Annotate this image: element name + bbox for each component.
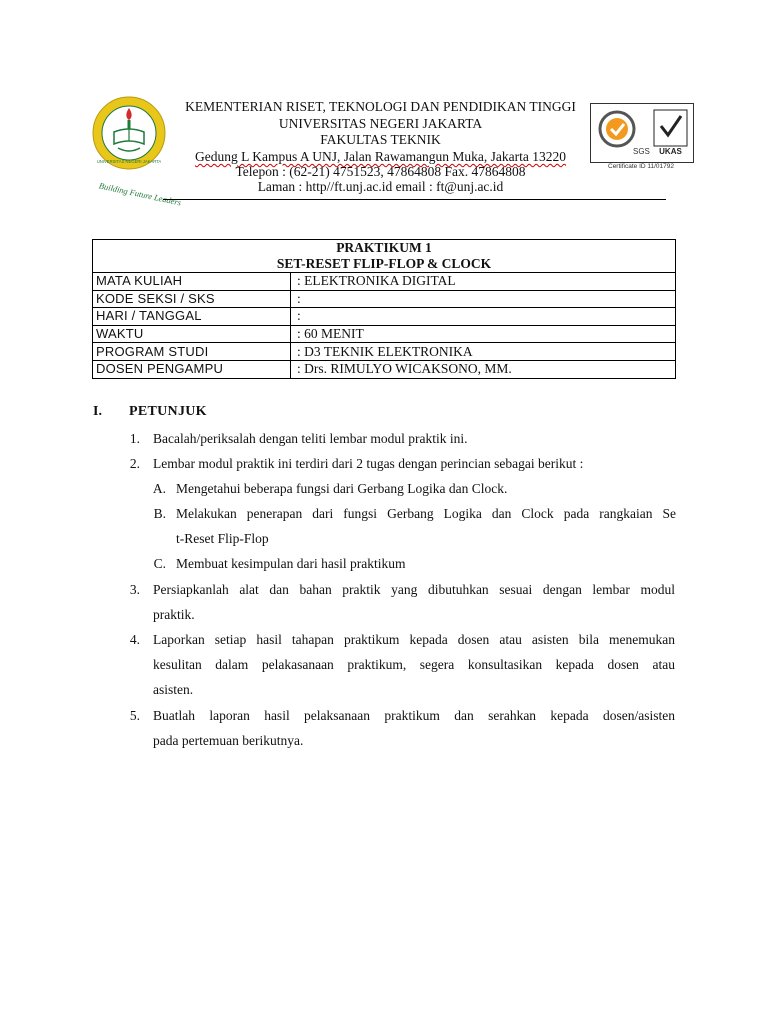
table-row [93,308,676,326]
practicum-subtitle: SET-RESET FLIP-FLOP & CLOCK [276,256,492,271]
row-label: HARI / TANGGAL [93,308,291,326]
item-number: 2. [129,456,140,471]
row-value: : ELEKTRONIKA DIGITAL [291,273,676,291]
list-item: Bacalah/periksalah dengan teliti lembar modul praktik ini. [153,431,468,446]
sub-list-item: Mengetahui beberapa fungsi dari Gerbang Logika dan Clock. [176,481,508,496]
subitem-letter: B. [153,506,166,521]
list-item-continuation: pada pertemuan berikutnya. [153,733,304,748]
table-row [93,290,676,308]
list-item-continuation: praktik. [153,607,195,622]
table-row [93,360,676,378]
logo-text: UNIVERSITAS NEGERI JAKARTA [96,159,162,164]
list-item: Lembar modul praktik ini terdiri dari 2 tugas dengan perincian sebagai berikut : [153,456,584,471]
subitem-letter: C. [153,556,166,571]
row-value: : [291,290,676,308]
item-number: 5. [129,708,140,723]
tagline-text: Building Future Leaders [98,180,183,208]
phone-line: Telepon : (62-21) 4751523, 47864808 Fax. 47864808 [235,164,526,179]
table-row [93,325,676,343]
website-line: Laman : http//ft.unj.ac.id email : ft@unj.ac.id [257,179,504,194]
certification-logos [590,103,694,163]
row-label: WAKTU [93,325,291,343]
item-number: 1. [129,431,140,446]
certificate-id: Certificate ID 11/01792 [608,163,674,170]
section-number: I. [93,404,102,419]
university-logo [92,96,166,170]
tagline-graphic [97,168,183,213]
sub-list-item-continuation: t-Reset Flip-Flop [176,531,269,546]
row-label: DOSEN PENGAMPU [93,360,291,378]
list-item: Laporkan setiap hasil tahapan praktikum kepada dosen atau asisten bila menemukan [153,632,675,647]
row-label: MATA KULIAH [93,273,291,291]
practicum-title: PRAKTIKUM 1 [336,240,432,255]
row-value: : [291,308,676,326]
row-value: : D3 TEKNIK ELEKTRONIKA [291,343,676,361]
list-item-continuation: kesulitan dalam pelakasanaan praktikum, segera konsultasikan kepada dosen atau [153,657,675,672]
list-item-continuation: asisten. [153,682,194,697]
section-title: PETUNJUK [129,404,207,419]
letterhead-divider [163,199,666,200]
item-number: 4. [129,632,140,647]
practicum-info-table [92,239,676,379]
sub-list-item: Membuat kesimpulan dari hasil praktikum [176,556,406,571]
row-value: : 60 MENIT [291,325,676,343]
subitem-letter: A. [152,481,166,496]
table-row [93,343,676,361]
faculty-name: FAKULTAS TEKNIK [320,132,441,147]
row-value: : Drs. RIMULYO WICAKSONO, MM. [291,360,676,378]
university-name: UNIVERSITAS NEGERI JAKARTA [278,116,483,131]
ukas-label: UKAS [659,147,682,156]
list-item: Persiapkanlah alat dan bahan praktik yang dibutuhkan sesuai dengan lembar modul [153,582,675,597]
sub-list-item: Melakukan penerapan dari fungsi Gerbang Logika dan Clock pada rangkaian Se [176,506,676,521]
sgs-label: SGS [633,147,650,156]
address-line: Gedung L Kampus A UNJ, Jalan Rawamangun Muka, Jakarta 13220 [194,149,567,164]
row-label: PROGRAM STUDI [93,343,291,361]
ministry-name: KEMENTERIAN RISET, TEKNOLOGI DAN PENDIDIKAN TINGGI [185,99,576,114]
list-item: Buatlah laporan hasil pelaksanaan praktikum dan serahkan kepada dosen/asisten [153,708,675,723]
row-label: KODE SEKSI / SKS [93,290,291,308]
table-header [93,240,676,273]
table-row [93,273,676,291]
item-number: 3. [129,582,140,597]
